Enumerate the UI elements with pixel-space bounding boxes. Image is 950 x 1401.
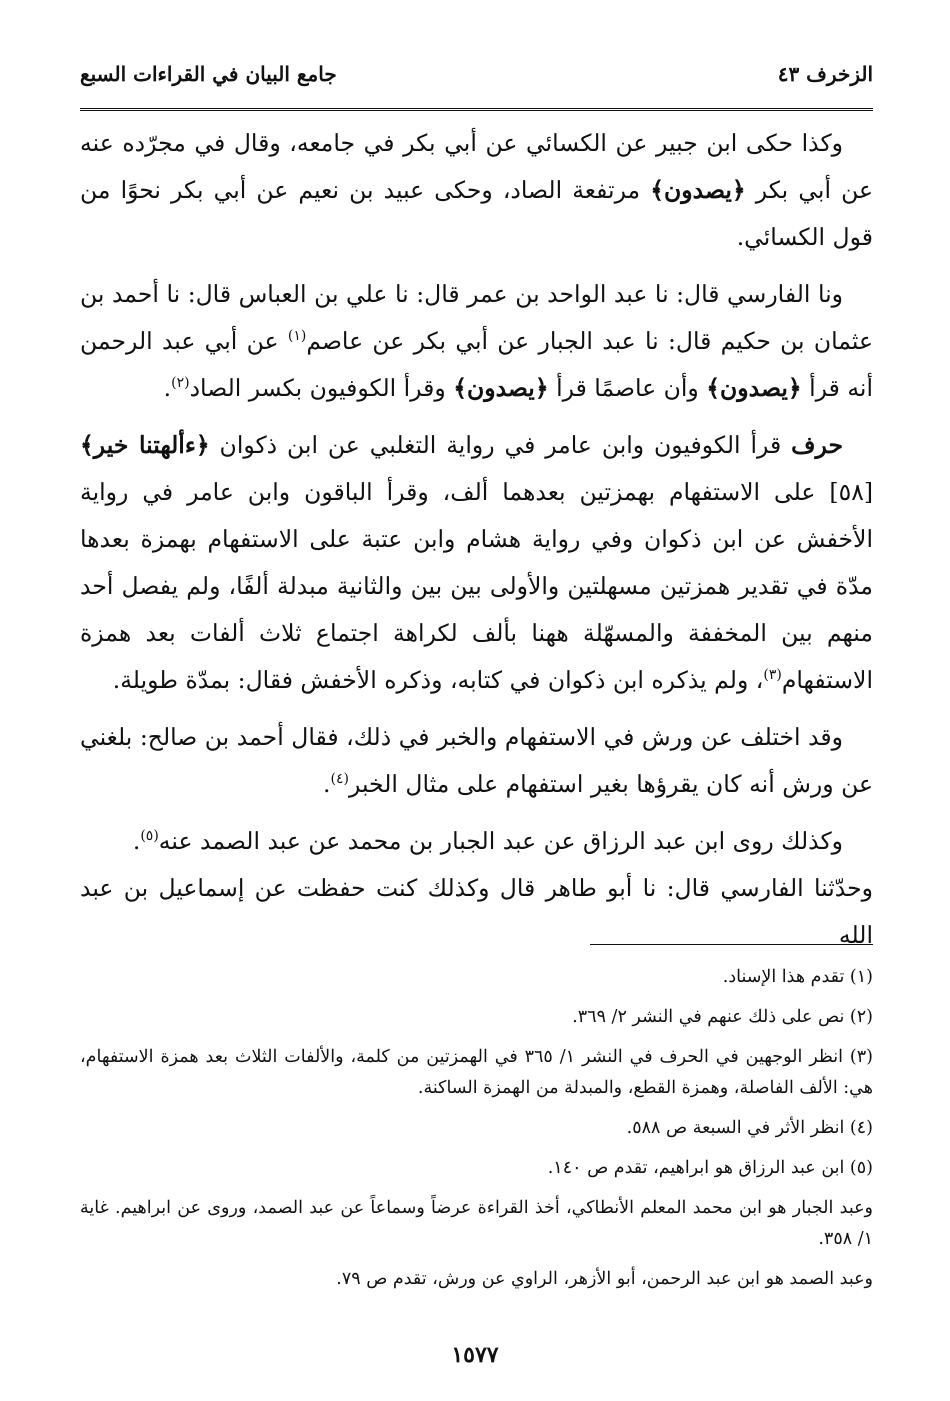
text-run: .: [323, 770, 331, 798]
footnote-ref-1: (١): [287, 328, 307, 345]
text-run: مرتفعة الصاد، وحكى عبيد بن نعيم عن أبي بكر نحوًا من قول الكسائي.: [80, 176, 873, 251]
text-run: [٥٨] على الاستفهام بهمزتين بعدهما ألف، وقرأ الباقون وابن عامر في رواية الأخفش عن ابن ذكوان وفي رواية هشام وابن عتبة على الاستفهام بهمزة بعدها مدّة في تقدير همزتين مسهلتين والأولى بين بين والثانية مبدلة ألفًا، ولم يفصل أحد منهم بين المخففة والمسهّلة ههنا بألف لكراهة اجتماع ثلاث ألفات بعد همزة الاستفهام: [80, 478, 874, 694]
section-lead-word: حرف: [791, 431, 843, 459]
footnote-ref-5: (٥): [140, 828, 159, 845]
text-run: وكذا حكى ابن جبير عن الكسائي عن أبي بكر في جامعه، وقال في مجرّده عنه عن أبي بكر: [80, 129, 873, 204]
paragraph-3: [80, 422, 873, 704]
footnote-2: (٢) نص على ذلك عنهم في النشر ٢/ ٣٦٩.: [572, 1007, 873, 1027]
footnote-ref-3: (٣): [763, 667, 782, 684]
running-header: [80, 62, 873, 86]
text-run: قرأ الكوفيون وابن عامر في رواية التغلبي عن ابن ذكوان: [209, 431, 792, 459]
quran-phrase: ﴿ءألهتنا خير﴾: [80, 431, 210, 459]
paragraph-5: [80, 818, 873, 865]
text-run: وأن عاصمًا قرأ: [548, 374, 707, 402]
footnote-ref-4: (٤): [330, 771, 349, 788]
paragraph-2: [80, 271, 873, 412]
paragraph-1: [80, 120, 873, 261]
text-run: ، ولم يذكره ابن ذكوان في كتابه، وذكره الأخفش فقال: بمدّة طويلة.: [112, 666, 764, 694]
text-run: ونا الفارسي قال: نا عبد الواحد بن عمر قال: نا علي بن العباس قال: نا أحمد بن عثمان بن حكيم قال: نا عبد الجبار عن أبي بكر عن عاصم: [80, 280, 874, 355]
main-text: [80, 120, 873, 959]
paragraph-4: [80, 714, 873, 808]
footnote-5-continuation-b: وعبد الصمد هو ابن عبد الرحمن، أبو الأزهر، الراوي عن ورش، تقدم ص ٧٩.: [336, 1269, 873, 1289]
surah-label: الزخرف ٤٣: [777, 62, 873, 86]
footnote-ref-2: (٢): [171, 375, 190, 392]
text-run: عن أبي عبد الرحمن أنه قرأ: [80, 327, 873, 402]
text-run: وقد اختلف عن ورش في الاستفهام والخبر في ذلك، فقال أحمد بن صالح: بلغني عن ورش أنه كان يقرؤها بغير استفهام على مثال الخبر: [80, 723, 873, 798]
footnote-4: (٤) انظر الأثر في السبعة ص ٥٨٨.: [626, 1118, 873, 1138]
text-run: وقرأ الكوفيون بكسر الصاد: [189, 374, 454, 402]
book-title: جامع البيان في القراءات السبع: [80, 62, 337, 86]
footnote-separator: [590, 944, 873, 945]
footnote-1: (١) تقدم هذا الإسناد.: [722, 967, 873, 987]
quran-word: ﴿يصدون﴾: [650, 176, 746, 204]
quran-word: ﴿يصدون﴾: [453, 374, 549, 402]
footnote-3: (٣) انظر الوجهين في الحرف في النشر ١/ ٣٦٥ في الهمزتين من كلمة، والألفات الثلاث بعد همزة الاستفهام، هي: الألف الفاصلة، وهمزة القطع، والمبدلة من الهمزة الساكنة.: [80, 1047, 873, 1098]
header-rule: [80, 108, 873, 111]
text-run: .: [163, 374, 172, 402]
quran-word: ﴿يصدون﴾: [706, 374, 802, 402]
page-number: ١٥٧٧: [451, 1342, 499, 1368]
footnote-5-continuation-a: وعبد الجبار هو ابن محمد المعلم الأنطاكي، أخذ القراءة عرضاً وسماعاً عن عبد الصمد، وروى عن ابراهيم. غاية ١/ ٣٥٨.: [80, 1198, 873, 1249]
footnotes: [80, 962, 873, 1304]
text-run: وكذلك روى ابن عبد الرزاق عن عبد الجبار بن محمد عن عبد الصمد عنه: [158, 827, 843, 855]
text-run: وحدّثنا الفارسي قال: نا أبو طاهر قال وكذلك كنت حفظت عن إسماعيل بن عبد الله: [80, 874, 873, 949]
text-run: .: [132, 827, 141, 855]
footnote-5: (٥) ابن عبد الرزاق هو ابراهيم، تقدم ص ١٤٠.: [547, 1158, 873, 1178]
